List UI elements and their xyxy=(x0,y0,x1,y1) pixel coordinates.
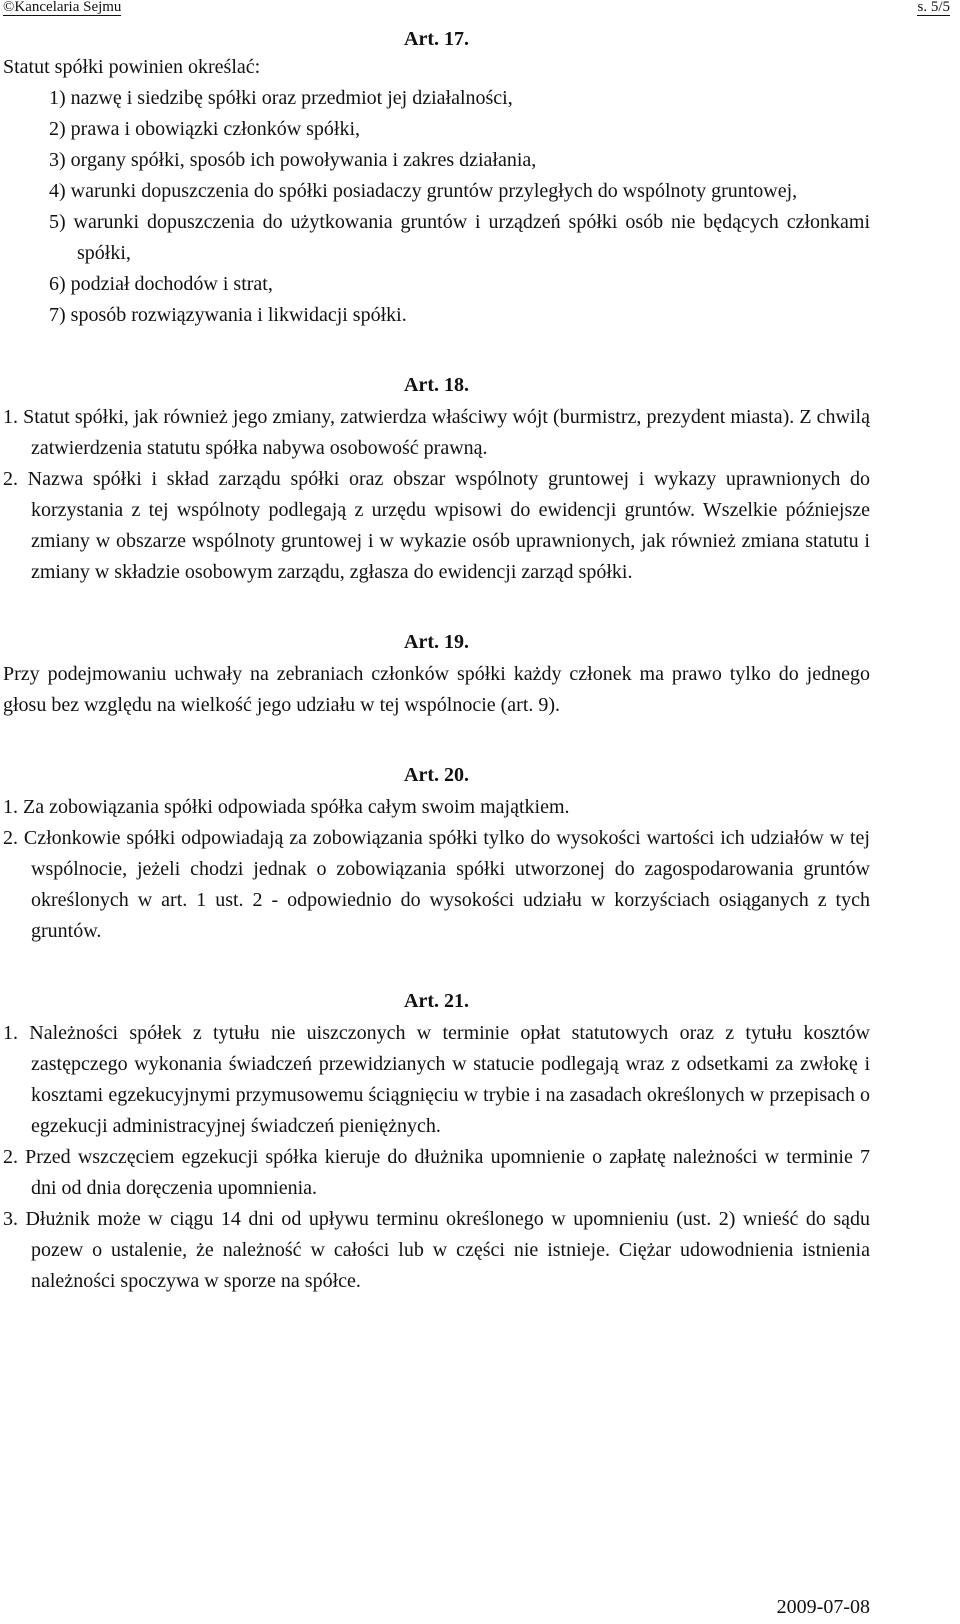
paragraph: 1. Statut spółki, jak również jego zmiany, zatwierdza właściwy wójt (burmistrz, prezydent miasta). Z chwilą zatwierdzenia statutu spółka nabywa osobowość prawną. xyxy=(3,406,870,459)
article-heading: Art. 17. xyxy=(404,28,469,50)
article-19 xyxy=(3,631,870,721)
list-item: 4) warunki dopuszczenia do spółki posiadaczy gruntów przyległych do wspólnoty gruntowej, xyxy=(49,180,798,202)
page-header xyxy=(0,0,960,18)
article-18 xyxy=(3,374,870,588)
article-heading: Art. 21. xyxy=(404,990,469,1012)
copyright-label: ©Kancelaria Sejmu xyxy=(3,0,122,15)
list-item: 1) nazwę i siedzibę spółki oraz przedmiot jej działalności, xyxy=(49,87,513,109)
list-item: 2) prawa i obowiązki członków spółki, xyxy=(49,118,361,140)
list-item: 3) organy spółki, sposób ich powoływania i zakres działania, xyxy=(49,149,537,171)
article-heading: Art. 19. xyxy=(404,631,469,653)
list-item: 6) podział dochodów i strat, xyxy=(49,273,273,295)
list-item: 5) warunki dopuszczenia do użytkowania gruntów i urządzeń spółki osób nie będących członkami spółki, xyxy=(49,211,870,264)
paragraph: 2. Nazwa spółki i skład zarządu spółki oraz obszar wspólnoty gruntowej i wykazy uprawnionych do korzystania z tej wspólnoty podlegają z urzędu wpisowi do ewidencji gruntów. Wszelkie późniejsze zmiany w obszarze wspólnoty gruntowej i w wykazie osób uprawnionych, jak również zmiana statutu i zmiany w składzie osobowym zarządu, zgłasza do ewidencji zarząd spółki. xyxy=(3,468,870,583)
paragraph: 3. Dłużnik może w ciągu 14 dni od upływu terminu określonego w upomnieniu (ust. 2) wnieść do sądu pozew o ustalenie, że należność w całości lub w części nie istnieje. Ciężar udowodnienia istnienia należności spoczywa w sporze na spółce. xyxy=(3,1208,870,1292)
document-body xyxy=(3,28,870,1297)
article-heading: Art. 18. xyxy=(404,374,469,396)
paragraph: 1. Za zobowiązania spółki odpowiada spółka całym swoim majątkiem. xyxy=(3,796,570,818)
list-item: 7) sposób rozwiązywania i likwidacji spółki. xyxy=(49,304,407,326)
page-number: s. 5/5 xyxy=(917,0,950,15)
paragraph: 2. Członkowie spółki odpowiadają za zobowiązania spółki tylko do wysokości wartości ich udziałów w tej wspólnocie, jeżeli chodzi jednak o zobowiązania spółki utworzonej do zagospodarowania gruntów określonych w art. 1 ust. 2 - odpowiednio do wysokości udziału w korzyściach osiąganych z tych gruntów. xyxy=(3,827,870,942)
article-17 xyxy=(3,28,870,331)
article-intro: Statut spółki powinien określać: xyxy=(3,56,261,78)
paragraph: 1. Należności spółek z tytułu nie uiszczonych w terminie opłat statutowych oraz z tytułu kosztów zastępczego wykonania świadczeń przewidzianych w statucie podlegają wraz z odsetkami za zwłokę i kosztami egzekucyjnymi przymusowemu ściągnięciu w trybie i na zasadach określonych w przepisach o egzekucji administracyjnej świadczeń pieniężnych. xyxy=(3,1022,870,1137)
footer-date: 2009-07-08 xyxy=(776,1596,870,1618)
article-21 xyxy=(3,990,870,1297)
article-20 xyxy=(3,764,870,947)
paragraph: 2. Przed wszczęciem egzekucji spółka kieruje do dłużnika upomnienie o zapłatę należności w terminie 7 dni od dnia doręczenia upomnienia. xyxy=(3,1146,870,1199)
paragraph: Przy podejmowaniu uchwały na zebraniach członków spółki każdy członek ma prawo tylko do jednego głosu bez względu na wielkość jego udziału w tej wspólnocie (art. 9). xyxy=(3,663,870,716)
article-heading: Art. 20. xyxy=(404,764,469,786)
